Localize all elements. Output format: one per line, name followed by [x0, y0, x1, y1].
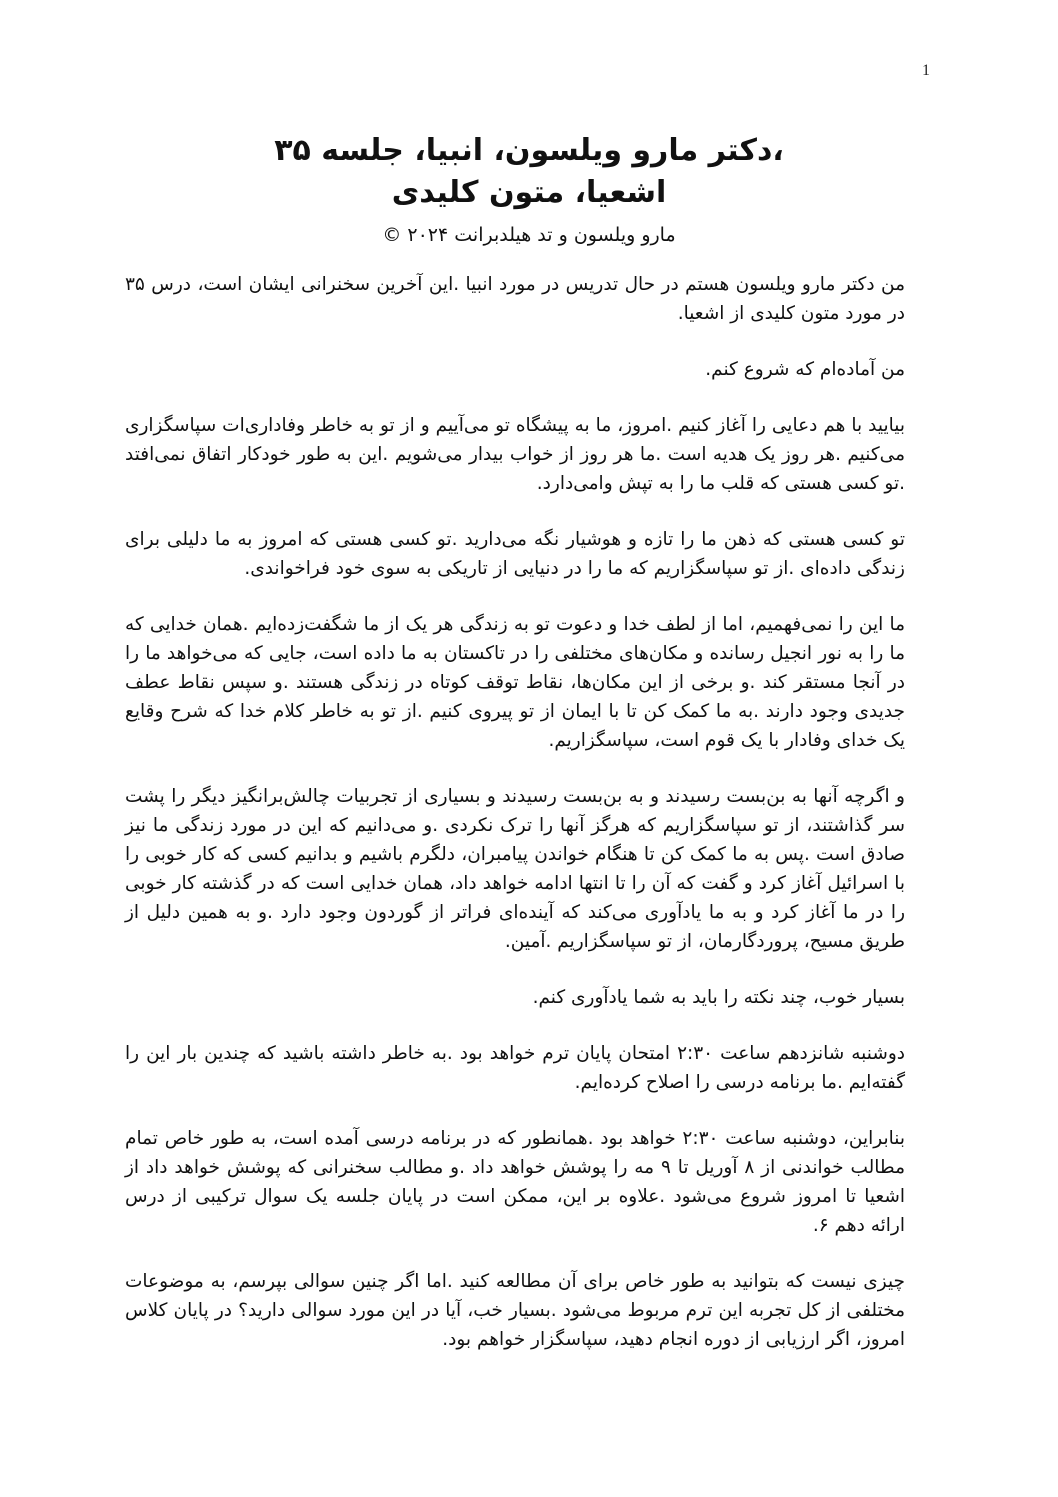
document-header	[0, 130, 1058, 250]
paragraph-intro: من دکتر مارو ویلسون هستم در حال تدریس در مورد انبیا .این آخرین سخنرانی ایشان است، درس ۳۵ در مورد متون کلیدی از اشعیا.	[125, 274, 905, 324]
document-body	[125, 270, 905, 1381]
paragraph-reminder: بسیار خوب، چند نکته را باید به شما یادآوری کنم.	[532, 987, 905, 1008]
paragraph-prayer-4: و اگرچه آنها به بن‌بست رسیدند و به بن‌بست رسیدند و بسیاری از تجربیات چالش‌برانگیز دیگر را پشت سر گذاشتند، از تو سپاسگزاریم که هرگز آنها را ترک نکردی .و می‌دانیم که این در مورد زندگی ما نیز صادق است .پس به ما کمک کن تا هنگام خواندن پیامبران، دلگرم باشیم و بدانیم کسی که کار خوبی را با اسرائیل آغاز کرد و گفت که آن را تا انتها ادامه خواهد داد، همان خدایی است که در گذشته کار خوبی را در ما آغاز کرد و به ما یادآوری می‌کند که آینده‌ای فراتر از گوردون وجود دارد .و به همین دلیل از طریق مسیح، پروردگارمان، از تو سپاسگزاریم .آمین.	[125, 786, 905, 952]
paragraph-exam-date: دوشنبه شانزدهم ساعت ۲:۳۰ امتحان پایان ترم خواهد بود .به خاطر داشته باشید که چندین بار این را گفته‌ایم .ما برنامه درسی را اصلاح کرده‌ایم.	[125, 1043, 906, 1093]
paragraph-exam-coverage: بنابراین، دوشنبه ساعت ۲:۳۰ خواهد بود .همانطور که در برنامه درسی آمده است، به طور خاص تمام مطالب خواندنی از ۸ آوریل تا ۹ مه را پوشش خواهد داد .و مطالب سخنرانی که پوشش خواهد داد از اشعیا تا امروز شروع می‌شود .علاوه بر این، ممکن است در پایان جلسه یک سوال ترکیبی از درس ارائه دهم ۶.	[125, 1128, 905, 1236]
paragraph-prayer-1: بیایید با هم دعایی را آغاز کنیم .امروز، ما به پیشگاه تو می‌آییم و از تو به خاطر وفاداری‌ات سپاسگزاری می‌کنیم .هر روز یک هدیه است .ما هر روز از خواب بیدار می‌شویم .این به طور خودکار اتفاق نمی‌افتد .تو کسی هستی که قلب ما را به تپش وامی‌دارد.	[125, 415, 905, 494]
page-number: 1	[922, 62, 930, 79]
paragraph-closing: چیزی نیست که بتوانید به طور خاص برای آن مطالعه کنید .اما اگر چنین سوالی بپرسم، به موضوعات مختلفی از کل تجربه این ترم مربوط می‌شود .بسیار خب، آیا در این مورد سوالی دارید؟ در پایان کلاس امروز، اگر ارزیابی از دوره انجام دهید، سپاسگزار خواهم بود.	[125, 1271, 905, 1350]
paragraph-ready: من آماده‌ام که شروع کنم.	[705, 359, 905, 380]
paragraph-prayer-2: تو کسی هستی که ذهن ما را تازه و هوشیار نگه می‌دارید .تو کسی هستی که امروز به ما دلیلی برای زندگی داده‌ای .از تو سپاسگزاریم که ما را در دنیایی از تاریکی به سوی خود فراخواندی.	[125, 529, 905, 579]
copyright-line: مارو ویلسون و تد هیلدبرانت ۲۰۲۴ ©	[382, 224, 676, 246]
title-line-1: ،دکتر مارو ویلسون، انبیا، جلسه ۳۵	[274, 133, 784, 168]
paragraph-prayer-3: ما این را نمی‌فهمیم، اما از لطف خدا و دعوت تو به زندگی هر یک از ما شگفت‌زده‌ایم .همان خدایی که ما را به نور انجیل رسانده و مکان‌های مختلفی را در تاکستان به ما داده است، جایی که می‌خواهد ما را در آنجا مستقر کند .و برخی از این مکان‌ها، نقاط توقف کوتاه در زندگی هستند .و سپس نقاط عطف جدیدی وجود دارند .به ما کمک کن تا با ایمان از تو پیروی کنیم .از تو به خاطر کلام خدا که شرح وقایع یک خدای وفادار با یک قوم است، سپاسگزاریم.	[125, 614, 905, 751]
title-line-2: اشعیا، متون کلیدی	[391, 175, 667, 210]
